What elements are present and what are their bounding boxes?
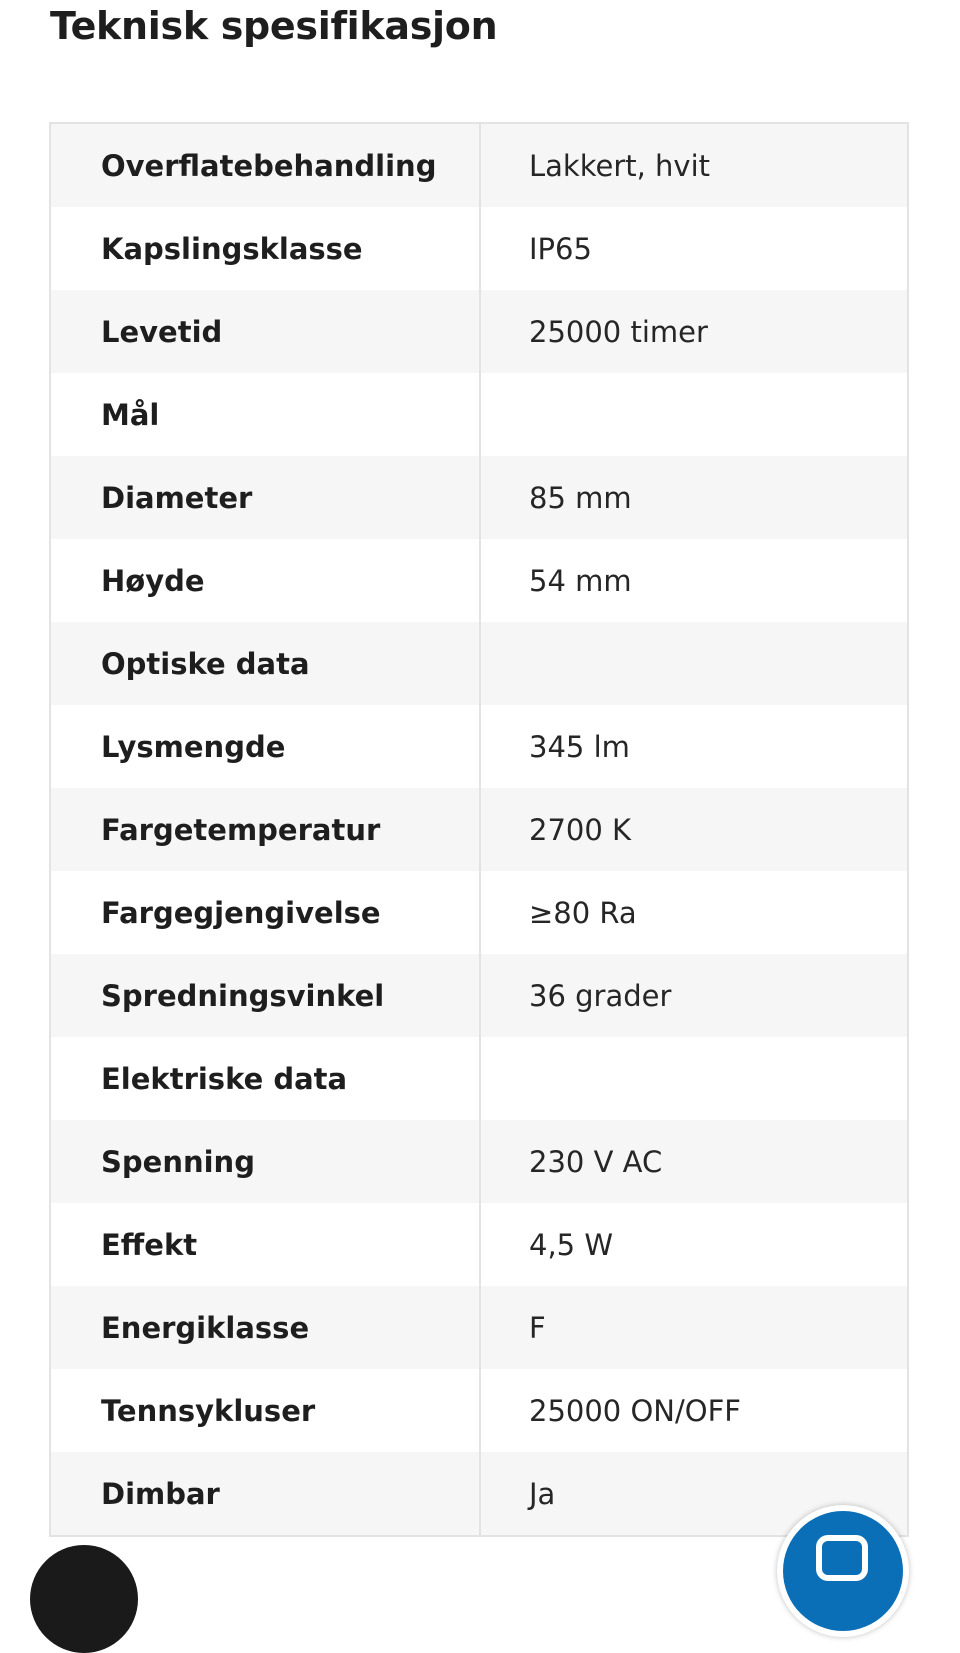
spec-section-label: Optiske data [50,622,480,705]
spec-label: Overflatebehandling [50,123,480,207]
spec-value [480,373,908,456]
spec-label: Kapslingsklasse [50,207,480,290]
spec-value: 230 V AC [480,1120,908,1203]
table-row [50,207,908,290]
spec-section-label: Elektriske data [50,1037,480,1120]
spec-value: 54 mm [480,539,908,622]
spec-label: Tennsykluser [50,1369,480,1452]
table-row [50,373,908,456]
table-row [50,1203,908,1286]
page-title: Teknisk spesifikasjon [50,4,498,48]
spec-label: Fargetemperatur [50,788,480,871]
table-row [50,954,908,1037]
spec-value: Lakkert, hvit [480,123,908,207]
table-row [50,1369,908,1452]
spec-label: Dimbar [50,1452,480,1536]
table-row [50,622,908,705]
table-row [50,871,908,954]
spec-section-label: Mål [50,373,480,456]
spec-value: 25000 timer [480,290,908,373]
spec-value: 2700 K [480,788,908,871]
table-row [50,539,908,622]
spec-value: Ja [480,1452,908,1536]
table-row [50,1037,908,1120]
table-row [50,1452,908,1536]
table-row [50,290,908,373]
spec-value [480,1037,908,1120]
spec-label: Spenning [50,1120,480,1203]
spec-label: Spredningsvinkel [50,954,480,1037]
table-row [50,456,908,539]
spec-value: 25000 ON/OFF [480,1369,908,1452]
spec-value: 4,5 W [480,1203,908,1286]
table-row [50,1120,908,1203]
spec-value [480,622,908,705]
table-row [50,788,908,871]
spec-label: Lysmengde [50,705,480,788]
spec-label: Levetid [50,290,480,373]
spec-label: Fargegjengivelse [50,871,480,954]
chat-icon [816,1535,868,1581]
table-row [50,123,908,207]
spec-label: Høyde [50,539,480,622]
spec-value: ≥80 Ra [480,871,908,954]
chat-button-background [783,1511,903,1631]
spec-value: 36 grader [480,954,908,1037]
table-row [50,1286,908,1369]
spec-value: F [480,1286,908,1369]
spec-label: Effekt [50,1203,480,1286]
spec-value: 345 lm [480,705,908,788]
spec-label: Energiklasse [50,1286,480,1369]
spec-table [49,122,909,1537]
floating-action-button[interactable] [30,1545,138,1653]
spec-label: Diameter [50,456,480,539]
spec-value: IP65 [480,207,908,290]
spec-value: 85 mm [480,456,908,539]
table-row [50,705,908,788]
chat-button[interactable] [777,1505,909,1637]
